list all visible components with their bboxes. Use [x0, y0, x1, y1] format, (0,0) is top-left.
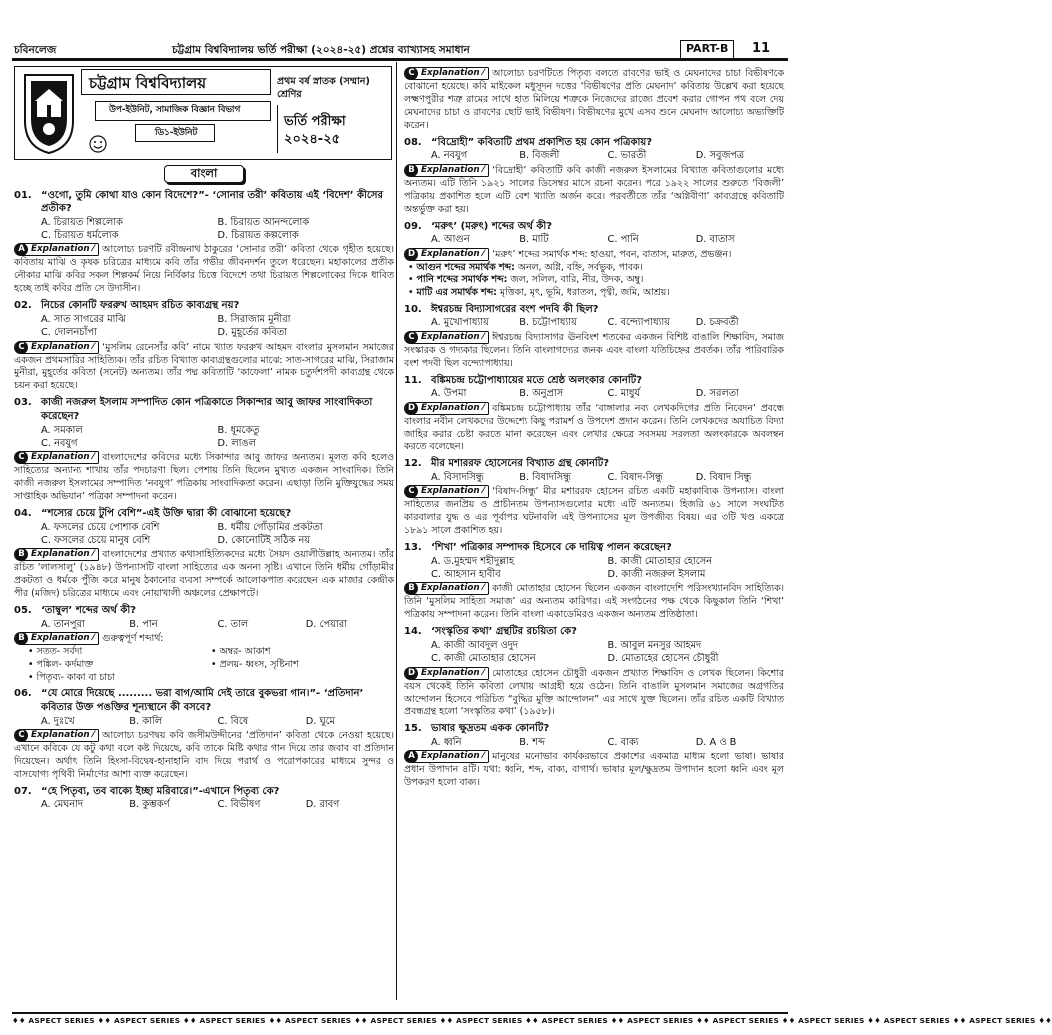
- option: D. সবুজপত্র: [695, 150, 745, 162]
- page-number: 11: [752, 41, 771, 56]
- option: D. লাঙল: [217, 437, 256, 449]
- question-text: “হে পিতৃব্য, তব বাক্যে ইচ্ছা মরিবারে।”-এখানে পিতৃব্য কে?: [41, 785, 280, 797]
- explanation-text: মোতাহের হোসেন চৌধুরী একজন প্রখ্যাত শিক্ষাবিদ ও লেখক ছিলেন। কিশোর বয়স থেকেই তিনি কবিতা লেখায় আগ্রহী হয়ে ওঠেন। তিনি বাঙালি মুসলমান সমাজের অগ্রগতির আন্দোলন হিসেবে পরিচিত “বুদ্ধির মুক্তি আন্দোলন” এর সাথে যুক্ত ছিলেন। তাঁর রচিত একটি বিখ্যাত প্রবন্ধগ্রন্থ হলো ‘সংস্কৃতির কথা’ (১৯৫৮)।: [404, 667, 784, 718]
- option: D. রাবণ: [305, 799, 340, 811]
- question-title: [404, 457, 784, 471]
- answer-letter: B: [405, 164, 418, 177]
- explanation-badge: [14, 451, 99, 464]
- answer-letter: D: [405, 667, 418, 680]
- option: A. তানপুরা: [41, 618, 85, 630]
- explanation-text: কাজী মোতাহার হোসেন ছিলেন একজন বাংলাদেশি পরিসংখ্যানবিদ সাহিত্যিক। তিনি ‘মুসলিম সাহিত্য সমাজ’ এর অন্যতম কারিগর। এই সংগঠনের পক্ষ থেকে কিছুকাল তিনি ‘শিখা’ পত্রিকায় সম্পাদনা করেন। তিনি বাংলা একাডেমিরও একজন অন্যতম প্রতিষ্ঠাতা।: [404, 583, 784, 621]
- option: A. চিরায়ত শিল্পলোক: [41, 216, 123, 228]
- option: B. অনুপ্রাস: [519, 388, 564, 400]
- question-text: কাজী নজরুল ইসলাম সম্পাদিত কোন পত্রিকাতে সিকান্দার আবু জাফর সাংবাদিকতা করেছেন?: [41, 397, 373, 422]
- smiley-icon: [89, 135, 107, 153]
- explanation-text: ‘মুসলিম রেনেসাঁর কবি’ নামে খ্যাত ফররুখ আহমদ বাংলার মুসলমান সমাজের একজন প্রথমসারির সাহিত্যিক। তাঁর রচিত বিখ্যাত কাব্যগ্রন্থগুলোর মাঝে: সাত-সাগরের মাঝি, সিরাজাম মুনীরা, মুহূর্তের কবিতা (সনেট) অন্যতম। তাঁর পদ্ম কবিতাটি ‘কাফেলা’ নামক চতুর্দশপদী কাব্যগ্রন্থ থেকে চয়ন করা হয়েছে।: [14, 341, 394, 392]
- option: B. ধূমকেতু: [217, 424, 260, 436]
- option: C. কাজী মোতাহার হোসেন: [431, 653, 536, 665]
- options-grid: [14, 798, 394, 811]
- question-text: “যে মোরে দিয়েছে ......... ভরা বাগ/আমি দেই তারে বুকভরা গান।”- ‘প্রতিদান’ কবিতার উক্ত পঙক্তির শূন্যস্থানে কী বসবে?: [41, 688, 364, 713]
- explanation-badge: [404, 485, 489, 498]
- explanation: [404, 67, 784, 133]
- page-footer: ♦♦ ASPECT SERIES ♦♦ ASPECT SERIES ♦♦ ASPECT SERIES ♦♦ ASPECT SERIES ♦♦ ASPECT SERIES ♦♦ ASPECT SERIES ♦♦ ASPECT SERIES ♦♦ ASPECT SERIES ♦♦ ASPECT SERIES ♦♦ ASPECT SERIES ♦♦ ASPECT SERIES ♦♦ ASPECT SERIES ♦♦: [12, 1012, 788, 1026]
- option: B. বিষাদসিন্ধু: [519, 472, 571, 484]
- explanation-badge: [404, 67, 489, 80]
- question-number: 03.: [14, 397, 32, 409]
- question-number: 02.: [14, 300, 32, 312]
- answer-letter: C: [405, 331, 418, 344]
- question-number: 12.: [404, 458, 422, 470]
- option: B. সিরাজাম মুনীরা: [217, 313, 291, 325]
- header-title: চট্টগ্রাম বিশ্ববিদ্যালয় ভর্তি পরীক্ষা (২০২৪-২৫) প্রশ্নের ব্যাখ্যাসহ সমাধান: [172, 44, 470, 56]
- question-item: [14, 396, 394, 504]
- slash-icon: ⁄: [482, 248, 485, 259]
- explanation: [404, 331, 784, 371]
- explanation-badge: [14, 341, 99, 354]
- question-number: 09.: [404, 220, 422, 232]
- word-meaning-grid: [14, 646, 394, 684]
- option: C. বিষে: [217, 715, 249, 727]
- explanation-text: গুরুত্বপূর্ণ শব্দার্থ:: [102, 633, 164, 645]
- option: D. মুহূর্তের কবিতা: [217, 327, 287, 339]
- option: C. ভারতী: [607, 150, 647, 162]
- subunit-label: ডি১-ইউনিট: [155, 128, 198, 138]
- question-number: 04.: [14, 508, 32, 520]
- question-text: ‘সংস্কৃতির কথা’ গ্রন্থটির রচয়িতা কে?: [431, 626, 577, 638]
- question-text: “শস্যের চেয়ে টুপি বেশি”-এই উক্তি দ্বারা কী বোঝানো হয়েছে?: [41, 508, 292, 520]
- question-text: ‘শিখা’ পত্রিকার সম্পাদক হিসেবে কে দায়িত্ব পালন করেছেন?: [431, 542, 672, 554]
- option: D. বাতাস: [695, 234, 735, 246]
- explanation-badge: [404, 164, 489, 177]
- options-grid: [404, 316, 784, 329]
- explanation-label: Explanation: [421, 68, 480, 78]
- explanation: [14, 243, 394, 296]
- question-number: 08.: [404, 136, 422, 148]
- answer-letter: B: [15, 632, 28, 645]
- slash-icon: ⁄: [482, 331, 485, 342]
- options-grid: [404, 471, 784, 484]
- question-item: [404, 374, 784, 455]
- right-column: [404, 66, 784, 996]
- answer-letter: C: [405, 485, 418, 498]
- question-number: 15.: [404, 723, 422, 735]
- option: B. মাটি: [519, 234, 549, 246]
- bullet-icon: •: [408, 261, 417, 273]
- slash-icon: ⁄: [92, 549, 95, 560]
- option: D. বিষাদ সিন্ধু: [695, 472, 752, 484]
- question-title: [14, 604, 394, 618]
- option: D. চিরায়ত কল্পলোক: [217, 230, 299, 242]
- options-grid: [14, 313, 394, 340]
- option: A. সাত সাগরের মাঝি: [41, 313, 126, 325]
- answer-letter: B: [405, 582, 418, 595]
- question-title: [14, 785, 394, 799]
- synonym-head: আগুন শব্দের সমার্থক শব্দ:: [416, 261, 515, 273]
- answer-letter: C: [15, 341, 28, 354]
- question-item: [404, 541, 784, 622]
- question-title: [404, 303, 784, 317]
- question-title: [14, 189, 394, 216]
- question-title: [14, 396, 394, 423]
- option: C. বাক্য: [607, 737, 639, 749]
- answer-letter: A: [15, 243, 28, 256]
- explanation-badge: [404, 750, 489, 763]
- answer-letter: D: [405, 248, 418, 261]
- explanation-text: ‘বিষাদ-সিন্ধু’ মীর মশাররফ হোসেন রচিত একটি মহাকাব্যিক উপন্যাস। বাংলা সাহিত্যের জনপ্রিয় ও প্রাচীনতম উপন্যাসগুলোর মধ্যে এটি অন্যতম। হিজরি ৬১ সালে সংঘটিত কারবালার যুদ্ধ ও এর পূর্বাপর ঘটনাবলি এই উপন্যাসের মূল উপজীব্য বিষয়। এর ৩টি খণ্ড একত্রে ১৮৯১ সালে প্রকাশিত হয়।: [404, 486, 784, 537]
- question-title: [14, 687, 394, 714]
- explanation: [404, 750, 784, 790]
- slash-icon: ⁄: [482, 751, 485, 762]
- options-grid: [14, 521, 394, 548]
- slash-icon: ⁄: [482, 68, 485, 78]
- word-meaning: • সতত- সর্বদা: [28, 646, 83, 658]
- page-header: [0, 0, 800, 56]
- class-label: প্রথম বর্ষ স্নাতক (সম্মান) শ্রেণির: [277, 76, 370, 101]
- options-grid: [14, 424, 394, 451]
- question-text: নিচের কোনটি ফররুখ আহমদ রচিত কাব্যগ্রন্থ নয়?: [41, 300, 240, 312]
- option: D. A ও B: [695, 737, 737, 749]
- option: B. ধর্মীয় গোঁড়ামির প্রকটতা: [217, 521, 323, 533]
- question-text: ‘তাম্বুল’ শব্দের অর্থ কী?: [41, 605, 137, 617]
- question-number: 07.: [14, 785, 32, 797]
- slash-icon: ⁄: [482, 667, 485, 678]
- option: B. বিজলী: [519, 150, 560, 162]
- explanation-badge: [14, 729, 99, 742]
- explanation-text: আলোচ্য চরণদ্বয় কবি জসীমউদ্দীনের ‘প্রতিদান’ কবিতা থেকে নেওয়া হয়েছে। এখানে কবিকে যে কটু কথা বলে কষ্ট দিয়েছে, কবি তাকে মিষ্টি কথার গান দিয়ে তার জবাব বা প্রতিদান দিয়েছেন। অর্থাৎ তিনি হিংসা-বিদ্বেষ-হানাহানি বাদ দিয়ে পরার্থ ও পরোপকারের মাধ্যমে সুন্দর ও বাসযোগ্য পৃথিবী নির্মাণের আশা ব্যক্ত করেছেন।: [14, 729, 394, 780]
- answer-letter: C: [405, 67, 418, 80]
- question-number: 14.: [404, 626, 422, 638]
- options-grid: [404, 233, 784, 246]
- explanation-label: Explanation: [421, 583, 480, 594]
- slash-icon: ⁄: [482, 164, 485, 175]
- option: C. নবযুগ: [41, 437, 78, 449]
- university-logo-icon: [21, 71, 77, 155]
- option: C. বন্দ্যোপাধ্যায়: [607, 317, 670, 329]
- synonym-head: মাটি এর সমার্থক শব্দ:: [416, 287, 497, 299]
- question-text: মীর মশাররফ হোসেনের বিখ্যাত গ্রন্থ কোনটি?: [431, 458, 610, 470]
- bullet-icon: •: [408, 274, 417, 286]
- options-grid: [404, 736, 784, 749]
- option: B. চিরায়ত আনন্দলোক: [217, 216, 310, 228]
- explanation-label: Explanation: [421, 164, 480, 175]
- question-number: 13.: [404, 542, 422, 554]
- option: B. কাজী মোতাহার হোসেন: [607, 555, 712, 567]
- question-item: [404, 136, 784, 217]
- synonym-line: [404, 287, 784, 300]
- question-title: [14, 299, 394, 313]
- word-meaning: [211, 672, 394, 685]
- explanation-badge: [404, 667, 489, 680]
- slash-icon: ⁄: [482, 583, 485, 594]
- explanation-badge: [404, 248, 489, 261]
- unit-label: উপ-ইউনিট, সামাজিক বিজ্ঞান বিভাগ: [109, 105, 241, 115]
- option: A. দুঃখে: [41, 715, 75, 727]
- question-text: ‘মরুৎ’ (মরুৎ) শব্দের অর্থ কী?: [431, 220, 553, 232]
- university-title: চট্টগ্রাম বিশ্ববিদ্যালয়: [89, 74, 207, 92]
- option: A. ফসলের চেয়ে পোশাক বেশি: [41, 521, 160, 533]
- question-item: [404, 67, 784, 133]
- question-text: ঈশ্বরচন্দ্র বিদ্যাসাগরের বংশ পদবি কী ছিল?: [431, 303, 599, 315]
- explanation: [404, 667, 784, 720]
- option: C. ফসলের চেয়ে মানুষ বেশি: [41, 535, 151, 546]
- question-item: [14, 189, 394, 297]
- explanation: [14, 451, 394, 504]
- question-title: [404, 374, 784, 388]
- option: A. ড.মুহম্মদ শহীদুল্লাহ: [431, 555, 515, 567]
- right-question-list: [404, 67, 784, 790]
- options-grid: [404, 387, 784, 400]
- options-grid: [14, 618, 394, 631]
- option: C. মাধুর্য: [607, 388, 640, 400]
- question-text: ভাষার ক্ষুদ্রতম একক কোনটি?: [431, 723, 550, 735]
- explanation: [404, 485, 784, 538]
- explanation-badge: [14, 632, 99, 645]
- option: D. সরলতা: [695, 388, 739, 400]
- explanation-badge: [404, 402, 489, 415]
- option: B. কালি: [129, 715, 162, 727]
- part-badge: PART-B: [680, 40, 734, 59]
- option: B. শব্দ: [519, 737, 545, 749]
- explanation-text: মানুষের মনোভাব কার্যকরভাবে প্রকাশের একমাত্র মাধ্যম হলো ভাষা। ভাষার প্রধান উপাদান ৪টি। যথা: ধ্বনি, শব্দ, বাক্য, বাগার্থ। ভাষার মূল/ক্ষুদ্রতম উপাদান হলো ধ্বনি এবং মূল উপকরণ হলো বাক্য।: [404, 751, 784, 789]
- slash-icon: ⁄: [92, 633, 95, 644]
- question-item: [404, 457, 784, 538]
- word-meaning: • অম্বর- আকাশ: [211, 646, 271, 658]
- explanation-label: Explanation: [421, 248, 480, 259]
- explanation: [404, 582, 784, 622]
- option: A. ধ্বনি: [431, 737, 462, 749]
- answer-letter: B: [15, 548, 28, 561]
- explanation-text: ‘মরুৎ’ শব্দের সমার্থক শব্দ: হাওয়া, পবন, বাতাস, মারুত, প্রভঞ্জন।: [492, 248, 732, 260]
- option: A. সমকাল: [41, 424, 83, 436]
- options-grid: [404, 639, 784, 666]
- explanation-text: বঙ্কিমচন্দ্র চট্টোপাধ্যায় তাঁর ‘বাঙ্গালার নব্য লেখকদিগের প্রতি নিবেদন’ প্রবন্ধে বাংলার নবীন লেখকদের উদ্দেশ্যে কিছু পরামর্শ ও উপদেশ প্রদান করেন। তিনি লেখকদের অযাচিত বিদ্যা জাহির করার চেষ্টা করতে মানা করেছেন এবং লেখার ক্ষেত্রে সবসময় সরলতা অলংকারকে অবলম্বন করতে বলেছেন।: [404, 402, 784, 453]
- explanation: [404, 164, 784, 217]
- option: A. মেঘনাদ: [41, 799, 84, 811]
- bullet-icon: •: [408, 287, 417, 299]
- option: D. ঘুমে: [305, 715, 335, 727]
- question-number: 01.: [14, 189, 32, 201]
- explanation-text: আলোচ্য চরণটিতে পিতৃব্য বলতে রাবণের ভাই ও মেঘনাদের চাচা বিভীষণকে বোঝানো হয়েছে। কবি মাইকেল মধুসূদন দত্তের ‘বিভীষণের প্রতি মেঘনাদ’ কবিতায় উল্লেখ করা হয়েছে লক্ষ্মণপুরীর শত্রু রামের সাথে হাত মিলিয়ে শত্রুকে নিজেদের রাজ্যে প্রবেশ করার গোপন পথ বলে দেয় মেঘনাদের চাচা ও রাবণের ছোট ভাই বিভীষণ। বিভীষণের মুখে এসব শুনে মেঘনাদ আলোচ্য অভ্যক্তিটি করেন।: [404, 68, 784, 131]
- options-grid: [404, 555, 784, 582]
- option: D. কাজী নজরুল ইসলাম: [607, 569, 706, 581]
- synonym-body: অনল, অগ্নি, বহ্নি, সর্বভুক, পাবক।: [514, 261, 643, 273]
- option: A. কাজী আবদুল ওদুদ: [431, 639, 519, 651]
- explanation-text: বাংলাদেশের প্রখ্যাত কথাসাহিত্যিকদের মধ্যে সৈয়দ ওয়ালীউল্লাহ অন্যতম। তাঁর রচিত ‘লালসালু’ (১৯৪৮) উপন্যাসটি বাংলা সাহিত্যের এক অনন্য সৃষ্টি। এখানে তিনি ধর্মীয় গোঁড়ামীর প্রকটতা ও ধর্মকে পুঁজি করে মানুষ ঠকানোর ব্যবসা সম্পর্কে আলোকপাত করেছেন এক মাজার কেন্দ্রীক পীর (মজিদ) চরিত্রের মাধ্যমে এবং নোয়াখালী অঞ্চলের প্রেক্ষাপটে।: [14, 549, 394, 600]
- brand-name: চবিনলেজ: [14, 44, 57, 56]
- explanation: [14, 729, 394, 782]
- answer-letter: A: [405, 750, 418, 763]
- question-number: 10.: [404, 303, 422, 315]
- slash-icon: ⁄: [92, 244, 95, 255]
- question-item: [404, 220, 784, 300]
- synonym-body: মৃত্তিকা, মৃৎ, ভূমি, ধরাতল, পৃথ্বী, জমি, আশ্রয়।: [496, 287, 670, 299]
- option: C. তাল: [217, 618, 249, 630]
- question-text: “বিদ্রোহী” কবিতাটি প্রথম প্রকাশিত হয় কোন পত্রিকায়?: [431, 136, 653, 148]
- option: B. আবুল মনসুর আহমদ: [607, 639, 702, 651]
- explanation-label: Explanation: [31, 452, 90, 463]
- slash-icon: ⁄: [92, 341, 95, 352]
- options-grid: [14, 715, 394, 728]
- explanation-label: Explanation: [421, 667, 480, 678]
- question-item: [14, 507, 394, 601]
- synonym-body: জল, সলিল, বারি, নীর, উদক, অম্বু।: [507, 274, 644, 286]
- left-column: [14, 66, 394, 996]
- subject-heading-wrap: [14, 165, 394, 183]
- explanation-label: Explanation: [31, 729, 90, 740]
- option: C. বিষাদ-সিন্ধু: [607, 472, 663, 484]
- explanation: [404, 248, 784, 262]
- question-number: 06.: [14, 688, 32, 700]
- question-item: [404, 625, 784, 719]
- synonym-line: [404, 262, 784, 275]
- option: A. বিসাদসিন্ধু: [431, 472, 484, 484]
- word-meaning: • প্রলয়- ধ্বংস, সৃষ্টিনাশ: [211, 658, 299, 670]
- question-title: [404, 722, 784, 736]
- synonym-line: [404, 274, 784, 287]
- question-title: [404, 625, 784, 639]
- explanation: [14, 548, 394, 601]
- header-rule: [12, 58, 788, 61]
- option: C. পানি: [607, 234, 639, 246]
- explanation: [404, 402, 784, 455]
- question-item: [14, 687, 394, 781]
- option: D. কোনোটিই সঠিক নয়: [217, 535, 311, 546]
- question-item: [404, 722, 784, 790]
- option: A. নবযুগ: [431, 150, 468, 162]
- explanation-label: Explanation: [31, 244, 90, 255]
- question-item: [14, 299, 394, 393]
- explanation-text: আলোচ্য চরণটি রবীন্দ্রনাথ ঠাকুরের ‘সোনার তরী’ কবিতা থেকে গৃহীত হয়েছে। কবিতায় মাঝি ও কৃষক চরিত্রের মাধ্যমে কবি তাঁর গভীর জীবনদর্শন তুলে ধরেছেন। মহাকালের প্রতীক নৌকার মাঝি কবির সকল শিল্পকর্ম নিয়ে নির্বিকার চিত্তে বিদেশে তথা চিরায়ত শিল্পলোকের দিকে ধাবিত হচ্ছে তাই কবির প্রতি সে উদাসীন।: [14, 244, 394, 295]
- options-grid: [404, 149, 784, 162]
- left-question-list: [14, 189, 394, 812]
- option: C. চিরায়ত ধর্মলোক: [41, 230, 119, 242]
- explanation: [14, 341, 394, 394]
- exam-title: ভর্তি পরীক্ষা ২০২৪-২৫: [277, 105, 391, 153]
- option: A. আগুন: [431, 234, 470, 246]
- question-title: [404, 136, 784, 150]
- question-item: [14, 785, 394, 812]
- option: B. চট্টোপাধ্যায়: [519, 317, 577, 329]
- synonym-head: পানি শব্দের সমার্থক শব্দ:: [416, 274, 508, 286]
- subject-heading: বাংলা: [164, 165, 245, 183]
- explanation: [14, 632, 394, 646]
- explanation-text: ‘বিদ্রোহী’ কবিতাটি কবি কাজী নজরুল ইসলামের বিখ্যাত কবিতাগুলোর মধ্যে অন্যতম। এটি তিনি ১৯২১ সালের ডিসেম্বর মাসে রচনা করেন। পরে ১৯২২ সালের শুরুতে ‘বিজলী’ পত্রিকায় প্রকাশিত হলে এটি বেশ খ্যাতি অর্জন করে। পরবর্তীতে তাঁর ‘অগ্নিবীণা’ কাব্যগ্রন্থে কবিতাটি অন্তর্ভুক্ত করা হয়।: [404, 164, 784, 215]
- option: B. কুম্ভকর্ণ: [129, 799, 170, 811]
- explanation-badge: [404, 582, 489, 595]
- slash-icon: ⁄: [482, 402, 485, 413]
- answer-letter: C: [15, 451, 28, 464]
- explanation-label: Explanation: [31, 633, 90, 644]
- question-item: [14, 604, 394, 684]
- explanation-label: Explanation: [421, 402, 480, 413]
- slash-icon: ⁄: [482, 486, 485, 497]
- explanation-label: Explanation: [31, 341, 90, 352]
- university-banner: [14, 66, 392, 160]
- explanation-text: বাংলাদেশের কবিদের মধ্যে সিকান্দার আবু জাফর অন্যতম। মূলত কবি হলেও সাহিত্যের অন্যান্য শাখায় তাঁর পদচারণা ছিল। পেশায় তিনি ছিলেন মুখ্যত একজন সাংবাদিক। তিনি কাজী নজরুল ইসলামের সম্পাদিত ‘নবযুগ’ পত্রিকায় সাংবাদিকতা করেন। এছাড়া তিনি মুক্তিযুদ্ধের সময় সাপ্তাহিক অভিযান’ পত্রিকা সম্পাদনা করেন।: [14, 452, 394, 503]
- question-title: [14, 507, 394, 521]
- option: D. চক্রবর্তী: [695, 317, 739, 329]
- explanation-label: Explanation: [421, 331, 480, 342]
- explanation-label: Explanation: [421, 486, 480, 497]
- question-number: 11.: [404, 374, 422, 386]
- option: C. আহসান হাবীব: [431, 569, 501, 581]
- explanation-label: Explanation: [31, 549, 90, 560]
- option: A. মুখোপাধ্যায়: [431, 317, 489, 329]
- question-number: 05.: [14, 605, 32, 617]
- question-text: “ওগো, তুমি কোথা যাও কোন বিদেশে?”- ‘সোনার তরী’ কবিতায় এই ‘বিদেশ’ কীসের প্রতীক?: [41, 189, 383, 215]
- question-text: বঙ্কিমচন্দ্র চট্টোপাধ্যায়ের মতে শ্রেষ্ঠ অলংকার কোনটি?: [431, 374, 643, 386]
- slash-icon: ⁄: [92, 729, 95, 740]
- option: D. পেয়ারা: [305, 618, 347, 630]
- question-item: [404, 303, 784, 371]
- option: B. পান: [129, 618, 158, 630]
- question-title: [404, 220, 784, 234]
- word-meaning: • পঙ্কিল- কর্দমাক্ত: [28, 658, 94, 670]
- explanation-badge: [14, 548, 99, 561]
- option: A. উপমা: [431, 388, 467, 400]
- options-grid: [14, 216, 394, 243]
- explanation-badge: [14, 243, 99, 256]
- answer-letter: D: [405, 402, 418, 415]
- explanation-label: Explanation: [421, 751, 480, 762]
- slash-icon: ⁄: [92, 452, 95, 463]
- option: D. মোতাহের হোসেন চৌধুরী: [607, 653, 719, 665]
- explanation-text: ঈশ্বরচন্দ্র বিদ্যাসাগর ঊনবিংশ শতকের একজন বিশিষ্ট বাঙালি শিক্ষাবিদ, সমাজ সংস্কারক ও গদ্যকার ছিলেন। তিনি বাংলাগদ্যের জনক এবং বাংলা যতিচিহ্নের প্রবর্তক। তাঁর পারিবারিক বংশ পদবী ছিল বন্দ্যোপাধ্যায়।: [404, 331, 784, 369]
- word-meaning: • পিতৃব্য- কাকা বা চাচা: [28, 671, 115, 683]
- option: C. দোলনচাঁপা: [41, 327, 97, 339]
- option: C. বিভীষণ: [217, 799, 261, 811]
- question-title: [404, 541, 784, 555]
- answer-letter: C: [15, 729, 28, 742]
- column-divider: [396, 62, 397, 1000]
- explanation-badge: [404, 331, 489, 344]
